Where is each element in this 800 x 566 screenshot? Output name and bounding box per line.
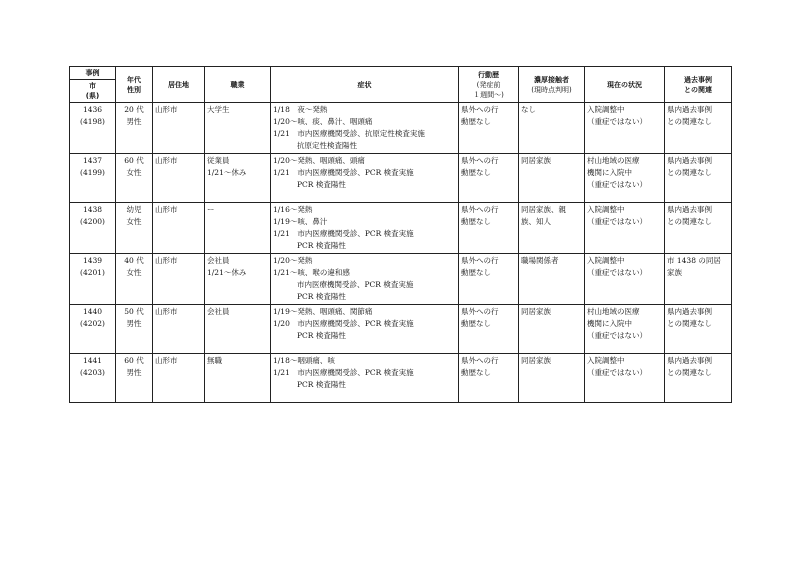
relation-line: 県内過去事例 [667,156,712,165]
symptom-line: 1/21 市内医療機関受診、抗原定性検査実施 [273,129,425,138]
header-case-ids [70,80,116,103]
contacts-line: 同居家族、親 [521,205,566,214]
case-id-cell [70,305,116,354]
relation-cell [665,203,732,254]
sex-value: 男性 [126,117,142,126]
header-occupation: 職業 [205,67,271,103]
symptom-line: 1/21 市内医療機関受診、PCR 検査実施 [273,229,414,238]
age-sex-cell [116,305,153,354]
header-contacts-sub: (現時点判明) [531,85,572,94]
relation-line: 県内過去事例 [667,356,712,365]
sex-value: 女性 [126,168,142,177]
age-value: 40 代 [124,256,144,265]
status-cell [585,103,665,154]
age-value: 60 代 [124,356,144,365]
status-line: 入院調整中 [587,205,625,214]
contacts-cell [519,103,585,154]
travel-cell [459,354,519,403]
travel-line: 動歴なし [461,217,491,226]
symptom-line: 1/20〜咳、痰、鼻汁、咽頭痛 [273,117,373,126]
travel-line: 県外への行 [461,105,499,114]
travel-line: 動歴なし [461,368,491,377]
travel-cell [459,305,519,354]
occupation-cell [205,103,271,154]
travel-cell [459,154,519,203]
table-header [70,67,732,103]
relation-line: との関連なし [667,368,712,377]
status-cell [585,305,665,354]
residence-cell: 山形市 [153,203,205,254]
symptom-line: 抗原定性検査陽性 [297,141,357,150]
contacts-cell [519,154,585,203]
age-value: 60 代 [124,156,144,165]
table-row [70,203,732,254]
occupation-cell [205,203,271,254]
travel-line: 県外への行 [461,356,499,365]
occupation-line: 1/21〜休み [207,268,247,277]
case-number: 1436 [82,105,103,114]
status-line: 機関に入院中 [587,168,632,177]
travel-line: 県外への行 [461,205,499,214]
relation-line: 県内過去事例 [667,307,712,316]
symptom-line: PCR 検査陽性 [297,180,346,189]
symptom-line: PCR 検査陽性 [297,380,346,389]
occupation-line: 会社員 [207,256,230,265]
header-travel-sub: (発症前 １週間〜) [473,80,504,99]
header-travel [459,67,519,103]
travel-line: 動歴なし [461,319,491,328]
travel-cell [459,103,519,154]
symptom-line: 1/19〜咳、鼻汁 [273,217,328,226]
age-sex-cell [116,154,153,203]
symptom-line: 1/20〜発熱、咽頭痛、頭痛 [273,156,365,165]
pref-case-number: (4203) [80,368,105,377]
header-contacts-title: 濃厚接触者 [534,75,569,84]
status-cell [585,254,665,305]
occupation-cell [205,154,271,203]
symptom-line: 1/18〜咽頭痛、咳 [273,356,335,365]
case-id-cell [70,354,116,403]
header-travel-title: 行動歴 [478,70,499,79]
header-residence: 居住地 [153,67,205,103]
residence-cell: 山形市 [153,154,205,203]
case-id-cell [70,254,116,305]
symptoms-cell [271,254,459,305]
symptom-line: 1/20〜発熱 [273,256,313,265]
relation-line: 市 1438 の同居 [667,256,721,265]
header-contacts [519,67,585,103]
relation-cell [665,354,732,403]
occupation-cell [205,305,271,354]
symptom-line: PCR 検査陽性 [297,241,346,250]
age-value: 20 代 [124,105,144,114]
age-value: 幼児 [126,205,142,214]
header-case: 事例 [70,67,116,80]
status-line: 機関に入院中 [587,319,632,328]
contacts-line: 職場関係者 [521,256,559,265]
travel-line: 県外への行 [461,307,499,316]
symptoms-cell [271,154,459,203]
occupation-line: 従業員 [207,156,230,165]
sex-value: 女性 [126,268,142,277]
travel-line: 動歴なし [461,168,491,177]
header-age-sex: 年代 性別 [116,67,153,103]
case-id-cell [70,203,116,254]
status-cell [585,154,665,203]
table-row [70,154,732,203]
case-id-cell [70,103,116,154]
status-line: （重症ではない） [587,117,647,126]
contacts-cell [519,254,585,305]
occupation-cell [205,354,271,403]
table-row [70,354,732,403]
occupation-line: 会社員 [207,307,230,316]
occupation-line: 1/21〜休み [207,168,247,177]
pref-case-number: (4199) [80,168,105,177]
status-line: （重症ではない） [587,217,647,226]
symptoms-cell [271,203,459,254]
contacts-line: 同居家族 [521,356,551,365]
occupation-cell [205,254,271,305]
relation-cell [665,254,732,305]
status-cell [585,203,665,254]
age-value: 50 代 [124,307,144,316]
sex-value: 男性 [126,368,142,377]
symptoms-cell [271,103,459,154]
symptom-line: 1/18 夜〜発熱 [273,105,328,114]
contacts-line: 同居家族 [521,156,551,165]
symptoms-cell [271,305,459,354]
symptom-line: 1/21 市内医療機関受診、PCR 検査実施 [273,168,414,177]
residence-cell: 山形市 [153,103,205,154]
table-body [70,103,732,403]
table-row [70,254,732,305]
residence-cell: 山形市 [153,254,205,305]
header-case-city: 市 [89,82,96,90]
status-line: 入院調整中 [587,356,625,365]
symptom-line: 1/20 市内医療機関受診、PCR 検査実施 [273,319,414,328]
symptom-line: 1/16〜発熱 [273,205,313,214]
pref-case-number: (4201) [80,268,105,277]
relation-line: との関連なし [667,168,712,177]
case-number: 1440 [82,307,103,316]
contacts-line: 同居家族 [521,307,551,316]
sex-value: 男性 [126,319,142,328]
age-sex-cell [116,103,153,154]
travel-cell [459,254,519,305]
travel-line: 県外への行 [461,256,499,265]
relation-line: との関連なし [667,217,712,226]
case-number: 1438 [82,205,103,214]
status-line: 入院調整中 [587,105,625,114]
relation-line: との関連なし [667,319,712,328]
occupation-line: 大学生 [207,105,230,114]
pref-case-number: (4200) [80,217,105,226]
status-line: （重症ではない） [587,368,647,377]
sex-value: 女性 [126,217,142,226]
symptoms-cell [271,354,459,403]
age-sex-cell [116,203,153,254]
relation-line: との関連なし [667,117,712,126]
header-relation: 過去事例 との関連 [665,67,732,103]
age-sex-cell [116,354,153,403]
header-status: 現在の状況 [585,67,665,103]
travel-line: 動歴なし [461,268,491,277]
header-case-pref: (県) [85,92,100,100]
header-symptoms: 症状 [271,67,459,103]
occupation-line: 無職 [207,356,222,365]
case-table [69,66,732,403]
case-number: 1439 [82,256,103,265]
residence-cell: 山形市 [153,305,205,354]
relation-cell [665,154,732,203]
symptom-line: 1/19〜発熱、咽頭痛、関節痛 [273,307,373,316]
travel-line: 県外への行 [461,156,499,165]
symptom-line: PCR 検査陽性 [297,331,346,340]
contacts-cell [519,354,585,403]
travel-line: 動歴なし [461,117,491,126]
pref-case-number: (4202) [80,319,105,328]
status-cell [585,354,665,403]
symptom-line: 市内医療機関受診、PCR 検査実施 [297,280,414,289]
status-line: 村山地域の医療 [587,307,640,316]
symptom-line: PCR 検査陽性 [297,292,346,301]
relation-line: 県内過去事例 [667,105,712,114]
travel-cell [459,203,519,254]
pref-case-number: (4198) [80,117,105,126]
relation-cell [665,305,732,354]
status-line: 村山地域の医療 [587,156,640,165]
relation-cell [665,103,732,154]
status-line: （重症ではない） [587,180,647,189]
case-number: 1437 [82,156,103,165]
case-number: 1441 [82,356,103,365]
contacts-line: なし [521,105,536,114]
status-line: （重症ではない） [587,268,647,277]
age-sex-cell [116,254,153,305]
table-row [70,305,732,354]
case-id-cell [70,154,116,203]
relation-line: 家族 [667,268,682,277]
occupation-line: ー [207,205,215,214]
contacts-cell [519,305,585,354]
residence-cell: 山形市 [153,354,205,403]
contacts-cell [519,203,585,254]
status-line: （重症ではない） [587,331,647,340]
contacts-line: 族、知人 [521,217,551,226]
relation-line: 県内過去事例 [667,205,712,214]
symptom-line: 1/21〜咳、喉の違和感 [273,268,350,277]
table-row [70,103,732,154]
symptom-line: 1/21 市内医療機関受診、PCR 検査実施 [273,368,414,377]
status-line: 入院調整中 [587,256,625,265]
